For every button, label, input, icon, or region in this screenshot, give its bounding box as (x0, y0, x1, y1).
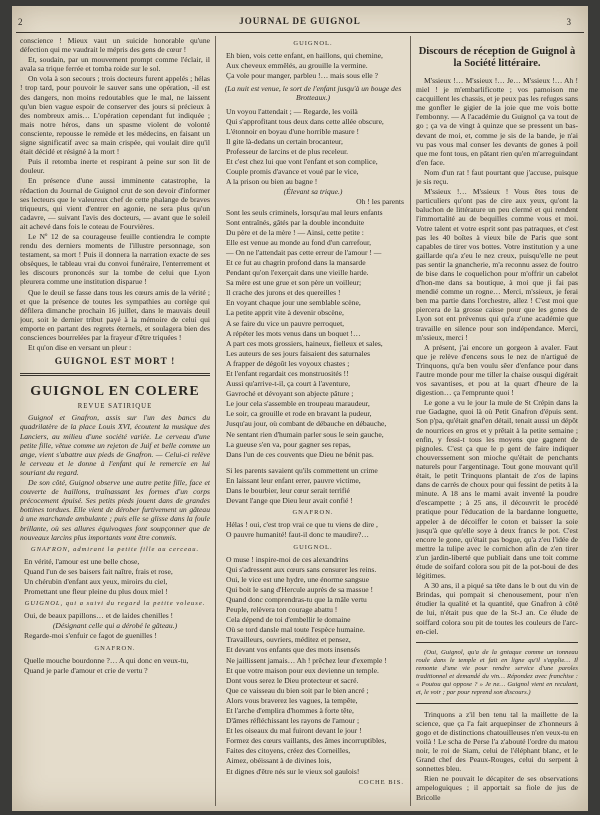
verse-line: Et l'enfant regardait ces monstruosités !! (226, 369, 349, 378)
newspaper-page (12, 6, 588, 811)
verse-line: A frapper de dégoût les voyoux chastes ; (226, 358, 350, 368)
paragraph: conscience ! Mieux vaut un suicide honorable qu'une défection qui me vaudrait le mépris des gens de cœur ! (20, 36, 210, 55)
intro-paragraph: De son côté, Guignol observe une autre petite fille, face et couverte de haillons, traînassant les formes d'un corps précocement épuisé. Ses petits pieds jouent dans de grandes bottines tordues. Elle vient de dérober furtivement un gâteau à une marchande ambulante ; puis elle se glisse dans la foule brillante, où ses allures équivoques font soupçonner que de nouveaux larcins plus importants vont être commis. (20, 478, 210, 542)
verse-line: A répéter les mots venus dans un boquet !… (226, 328, 361, 338)
verse-line: Dans le bourbier, leur cœur serait terrifié (226, 486, 350, 496)
verse-line: Qui s'adressent aux cœurs sans censurer les reins. (226, 564, 377, 574)
verse-line: A part ces mots grossiers, haineux, fielleux et sales, (226, 338, 383, 348)
speaker-line: GUIGNOL, qui a suivi du regard la petite voleuse. (24, 600, 206, 608)
page-header (12, 16, 588, 32)
verse-line: Un voyou l'attendait ; — Regarde, les voilà (226, 106, 358, 116)
paragraph: Que le deuil se fasse dans tous les cœurs amis de la vérité ; et que la présence de toutes les sympathies au cortège qui défilera dimanche prochain 16 juillet, dans le mauvais deuil jour, soit le dernier tribut payé à la mémoire de celui qui emporte en partant des regrets éternels, et soulagera bien des consciences bourrelées par la frayeur d'être triquées ! (20, 287, 210, 342)
speaker-line: GNAFRON. (94, 644, 136, 652)
paragraph: Et, soudain, par un mouvement prompt comme l'éclair, il avala sa trique ferrée et tomba roide sur le sol. (20, 55, 210, 74)
paragraph: Le gone a vu le jour la mule de St Crépin dans la rue Gadagne, quoi là où Petit Gnafron d'épuis sent. Son p'pa, qu'était gnaf'en détail, tenait aussi un dépôt de nourrices en gros et y prêtait à la petite semaine ; enfin, y fessi-t tous les moyens que gagnent de pignoles. C'est ça que le p gent de faire indiquer chouverssement son mioche qu'était de penchants naturels pour l'argentinage. Tout gone mouvant qu'il était, le petit Trinquons plantait de z'os de lapins dans de carrés de choux pour qui fessint de petits à la minute. A 18 ans le mami avait inventé la poudre d'escampette ; à 25 ans, il découvrit le procédé pratique pour l'éducation de la bardanne longuette, appeler à de décoiffer le coton et baisser la soie jusqu'à que qu'elle soye à deux francs le pot. C'est encore le gone, qu'était pas bogue, qu'a z'eu l'idée de mettre la tulipe avec le cornichon afin de z'en tirer z'un jardin-liberté que publiait dans une toit comme étude de soifard colora sou pit de la pot-boui de des légitimes. (416, 398, 578, 581)
verse-line: Et ce fut au chagrin profond dans la mansarde (226, 257, 366, 267)
verse-line: Où se tord dansle mal toute l'espèce humaine. (226, 625, 365, 635)
guignol-en-colere-title: GUIGNOL EN COLERE (30, 384, 200, 400)
verse-line: Ça vole pour manger, parbleu !… mais sous elle ? (226, 71, 378, 81)
verse-line: Oui, le vice est une hydre, une énorme sangsue (226, 574, 369, 584)
guignol-est-mort-headline: GUIGNOL EST MORT ! (54, 357, 176, 368)
paragraph: A présent, j'ai encore un gorgeon à avaler. Faut que je relève d'encens sous le nez de n'artigué de Trinquons, qu'a ben voulu sêer d'enfance pour dans l'autre monde pour me tiller la chaise ousqui digérait vos savantises, et pou at la quart d'heure de la digestion… ça l'emprunte quoi ! (416, 342, 578, 398)
verse-line: O pauvre humanité! faut-il donc te maudire?… (226, 530, 369, 540)
speaker-line: GUIGNOL. (293, 40, 333, 47)
verse-line: Ne jaillissent jamais… Ah ! prêchez leur d'exemple ! (226, 655, 387, 665)
verse-line: Devant l'ange que Dieu leur avait confié ! (226, 496, 353, 506)
verse-line: En vérité, l'amour est une belle chose, (24, 556, 140, 566)
paragraph: Puis il retomba inerte et respirant à peine sur son lit de douleur. (20, 157, 210, 176)
paragraph: Trinquons a z'il ben tenu tal la maillette de la science, que ça l'a fait arquepinser de z'honneurs à gogo et de distinctions chatouilleuses n'en veux-tu en voilà ! Le scha de Perse l'a z'abouté l'ordre du matou noir, le roi de Siam, celui de l'éléphant blanc, et le Grand chef des Peaux-Rouges, celui du serpent à sonnettes bleu. (416, 709, 578, 774)
stage-direction: (Désignant celle qui a dérobé le gâteau.) (52, 621, 178, 631)
verse-line: La petite apprit vite à devenir obscène, (226, 308, 344, 318)
verse-line: — On ne l'attendait pas cette erreur de l'amour ! — (226, 247, 382, 257)
section-divider (20, 373, 210, 376)
verse-line: Elle est venue au monde au fond d'un carrefour, (226, 237, 372, 247)
verse-line: Les auteurs de ses jours faisaient des saturnales (226, 348, 371, 358)
section-subtitle: REVUE SATIRIQUE (77, 403, 153, 411)
verse-line: Aimez, obéissant à de divines lois, (226, 756, 332, 766)
verse-line: Que ce vaisseau du bien soit par le bien ancré ; (226, 685, 369, 695)
paragraph: M'ssieux !… M'ssieux !… Je… M'ssieux !… Ah ! miel ! je m'embarlificotte ; vos pamoison me cacquillent les chassis, et je peux pas les refuges sans me gonfler le gigier de la joie que me vois botte l'embonny. — A l'académie du Guignol ça va tout de go ; ça va de vingt à quinze que se pressent un bas-devant de moi, et, comme je sis de la bande, je n'ai vu pas vous mal conser les devants de gones à poil que me font tous, en pâtant rien qu'en m'arreguindant d'en face. (416, 76, 578, 167)
verse-line: Faites des citoyens, créez des Corneilles, (226, 746, 351, 756)
verse-line: Quelle mouche bourdonne ?… A qui donc en veux-tu, (24, 655, 189, 665)
verse-line: Qui s'approfitant tous deux dans cette allée obscure, (226, 116, 384, 126)
verse-line: Et que votre maison pour eux devienne un temple. (226, 665, 379, 675)
paragraph: M'ssieux !… M'ssieux ! Vous êtes tous de particuliers qu'ont pas de cire aux yeux, qu'ont la baluchon de littérature un peu clermé et qui rendent l'immortalité au de bequilles comme vous et moi. Votre talent et votre esprit sont pas patraques, et c'est pas les 40 boîtes à vieux bile de Paris que sont capables de tirer vos bottes. Votre institution y a une gaillarde qu'a z'eu le nez creux, puisqu'elle ne peut pas sentir la gnancherie, m'a reconnu assez de foutro de bise dans le coquelichon pour m'offrir un cabelot d'hon-me dans sa boutique, à moi que ji fai pas mendié comme un rogne… Merci, m'ssieux, je ferai ben ma partie dans l'orchestre, allez ! C'est moi que piercera de la grosse caisse pour que les gones de Lyon sot ent prévenus qui qu'a z'une académie que travaille en silence pour son indépendance. Merci, m'ssieux, merci ! (416, 187, 578, 342)
verse-line: Aussi qu'arrive-t-il, ça court à l'aventure, (226, 379, 350, 389)
verse-line: Le soir, ca grouille et rode en bravant la pudeur, (226, 409, 372, 419)
journal-title: JOURNAL DE GUIGNOL (239, 16, 361, 26)
discours-title: Discours de réception de Guignol à la Société littéraire. (418, 46, 576, 69)
verse-line: Cela dépend de toi d'embellir le domaine (226, 615, 351, 625)
verse-line: Oh ! les parents (356, 197, 404, 207)
speaker-line: GUIGNOL. (293, 543, 333, 551)
paragraph: En présence d'une aussi imminente catastrophe, la rédaction du Journal de Guignol crut de son devoir d'informer ses lecteurs que le valeureux chef de cette phalange de braves triqueurs, qui vient d'entrer en agonie, ne sera plus qu'un cadavre, — suivant l'avis des docteurs, — avant que le soleil ait achevé dans fois le coteau de Fourvières. (20, 176, 210, 231)
verse-line: Professeur de larcins et de plus receleur. (226, 146, 349, 156)
column-1 (20, 36, 210, 806)
verse-line: Il crache des jurons et des quereilles ! (226, 288, 341, 298)
verse-line: Et devant vos enfants que des mots insensés (226, 645, 360, 655)
verse-line: Il gite là-dedans un certain brocanteur, (226, 136, 343, 146)
verse-line: Aux cheveux emmêlés, au grouille la vermine. (226, 61, 368, 71)
paragraph: Le Nº 12 de sa courageuse feuille contiendra le compte rendu des derniers moments de l'illustre personnage, son testament, sa mort ! Puis il donnera la narration exacte de ses obsèques, le tableau vrai du convoi funéraire, l'enterrement et les discours prononcés sur la tombe de celui que Lyon pleurera comme une institution disparue ! (20, 231, 210, 287)
verse-line: Un chérubin d'enfant aux yeux, miroirs du ciel, (24, 576, 168, 586)
stage-direction: (Élevant sa trique.) (283, 187, 343, 197)
verse-line: Sa mère est une grue et son père un voilleur; (226, 278, 362, 288)
paragraph: On vola à son secours ; trois docteurs furent appelés ; hélas ! trop tard, pour pouvoir le sauver sans une opération, -il est des dangers, non moins redoutables que le mal, ne laissent qu'un bien vague espoir de conserver des jours si précieux à des nombreux amis… L'opération cependant fut indiquée ; mais notre héros, dans un spasme violent de volonté consciente, repousse le remède et les médecins, en faisant un signe significatif avec sa main crispée, qui voulait dire qu'il était décidé et résigné à la mort ! (20, 74, 210, 157)
verse-line: La gueuse s'en va, pour gagner ses repas, (226, 439, 351, 449)
page-number-right: 3 (566, 17, 572, 27)
verse-line: A se faire du vice un pauvre perroquet, (226, 318, 345, 328)
verse-line: Sont entraînés, gâtés par la double inconduite (226, 217, 365, 227)
column-divider-1 (215, 36, 216, 806)
page-number-left: 2 (18, 17, 24, 27)
paragraph: A 30 ans, il a piqué sa tête dans le b out du vin de Brindas, qui pompait si chenousement, pour n'en étudier la qualité et la quantité, que Gnafron à côté de lui, n'était pus que de la St-J an. Ce élude de soiffard colora sou pit de toutes les couleurs de l'arc-en-ciel. (416, 581, 578, 636)
verse-line: Couple promis d'avance et voué par le vice, (226, 167, 359, 177)
verse-line: Oui, de beaux papillons… et de laides chenilles ! (24, 611, 174, 621)
speaker-line: GNAFRON, admirant la petite fille au cerceau. (30, 545, 200, 553)
footnote-rule (416, 703, 578, 704)
column-divider-2 (410, 36, 411, 806)
verse-line: Pendant qu'on l'exerçait dans une vieille harde. (226, 268, 369, 278)
verse-line: A la prison ou bien au bagne ! (226, 177, 318, 187)
verse-line: Quand je parle d'amour et crie de vertu ? (24, 665, 148, 675)
verse-line: Alors vous braverez les vagues, la tempête, (226, 695, 358, 705)
author-signature: COCHE BIS. (358, 778, 404, 786)
verse-line: Quand donc comprendras-tu que la mâle vertu (226, 594, 367, 604)
verse-line: Dont vous serez le Dieu protecteur et sacré. (226, 675, 359, 685)
paragraph: Et qu'on dise en versant un pleur : (28, 343, 132, 353)
verse-line: Si les parents savaient qu'ils commettent un crime (226, 465, 378, 475)
verse-line: Du père et de la mère ! — Ainsi, cette petite : (226, 227, 364, 237)
column-3 (416, 36, 578, 806)
verse-line: Regarde-moi s'enfuir ce fagot de guenilles ! (24, 631, 157, 641)
verse-line: Peuple, relèvera ton courage abattu ! (226, 605, 338, 615)
header-rule (16, 32, 584, 33)
intro-paragraph: Guignol et Gnafron, assis sur l'un des bancs du quadrilatère de la place Louis XVI, écoutent la musique des Lanciers, au milieu d'une société variée. Le cerveau d'une petite fille, vêtue comme un rejeton de Juif et belle comme un ange, vient s'abattre aux pieds de Gnafron. — Celui-ci relève le cerveau et le donne à l'enfant qui le remercie en lui souriant du regard. (20, 413, 210, 477)
footnote-rule (416, 642, 578, 643)
footnote: (Oui, Guignol, qu'a de la gniaque comme un tonneau roule dans le temple et fait en ligne qu'il s'applie… Il remonte d'une vie pour rendre service d'une paroles traditionnel et demandé du vin… Répondez avec franchise : « Poutou qui oppose ? » Je ne… Guignol vient en reculant, et, le voir ; par pour reprend son discours.) (416, 648, 578, 696)
verse-line: L'étonnoir en boyau d'une horrible masure ! (226, 126, 360, 136)
verse-line: D'âmes réfléchissant les rayons de l'amour ; (226, 716, 360, 726)
verse-line: Promettant une fleur pleine du plus doux miel ! (24, 587, 168, 597)
verse-line: O muse ! inspire-moi de ces alexandrins (226, 554, 349, 564)
verse-line: Ne sentant rien d'humain parler sous le sein gauche, (226, 429, 384, 439)
verse-line: Eh bien, vois cette enfant, en haillons, qui chemine, (226, 51, 383, 61)
verse-line: Qui boit le sang d'Hercule auprès de sa massue ! (226, 584, 374, 594)
verse-line: Et les oiseaux du mal fuiront devant le jour ! (226, 726, 362, 736)
paragraph: Nom d'un rat ! faut pourtant que j'accuse, puisque je sis reçu. (416, 167, 578, 187)
verse-line: Quand l'un de ses baisers fait naître, frais et rose, (24, 566, 173, 576)
verse-line: Et dignes d'être nés sur le vieux sol gaulois! (226, 766, 360, 776)
column-2 (222, 36, 404, 806)
verse-line: Et l'arche d'emplira d'hommes à forte tête, (226, 706, 354, 715)
stage-direction: (La nuit est venue, le sort de l'enfant jusqu'à un bouge des Brotteaux.) (224, 84, 402, 103)
verse-line: Gavroché et dévoyant son abjecte pâture ; (226, 389, 354, 399)
verse-line: Jusqu'au jour, où combant de débauche en débauche, (226, 419, 387, 429)
verse-line: Sont les seuls criminels, lorsqu'au mal leurs enfants (226, 207, 383, 217)
verse-line: En voyant chaque jour une semblable scène, (226, 298, 361, 308)
paragraph: Rien ne pouvait le décapiter de ses observations ampeloguiques ; il apportait sa fiole de jus de Bricolle (416, 774, 578, 802)
verse-line: En laissant leur enfant errer, pauvre victime, (226, 475, 361, 485)
speaker-line: GNAFRON. (292, 509, 334, 517)
verse-line: Formez des cœurs vaillants, des âmes incorruptibles, (226, 736, 387, 746)
verse-line: Le jour cela s'assemble en troupeau maraudeur, (226, 399, 370, 409)
verse-line: Hélas ! oui, c'est trop vrai ce que tu viens de dire , (226, 520, 378, 530)
verse-line: Travailleurs, ouvriers, méditez et pensez, (226, 635, 351, 645)
verse-line: Et c'est chez lui que vont l'enfant et son complice, (226, 157, 378, 167)
verse-line: Dans l'un de ces couvents que Dieu ne bénit pas. (226, 449, 374, 459)
